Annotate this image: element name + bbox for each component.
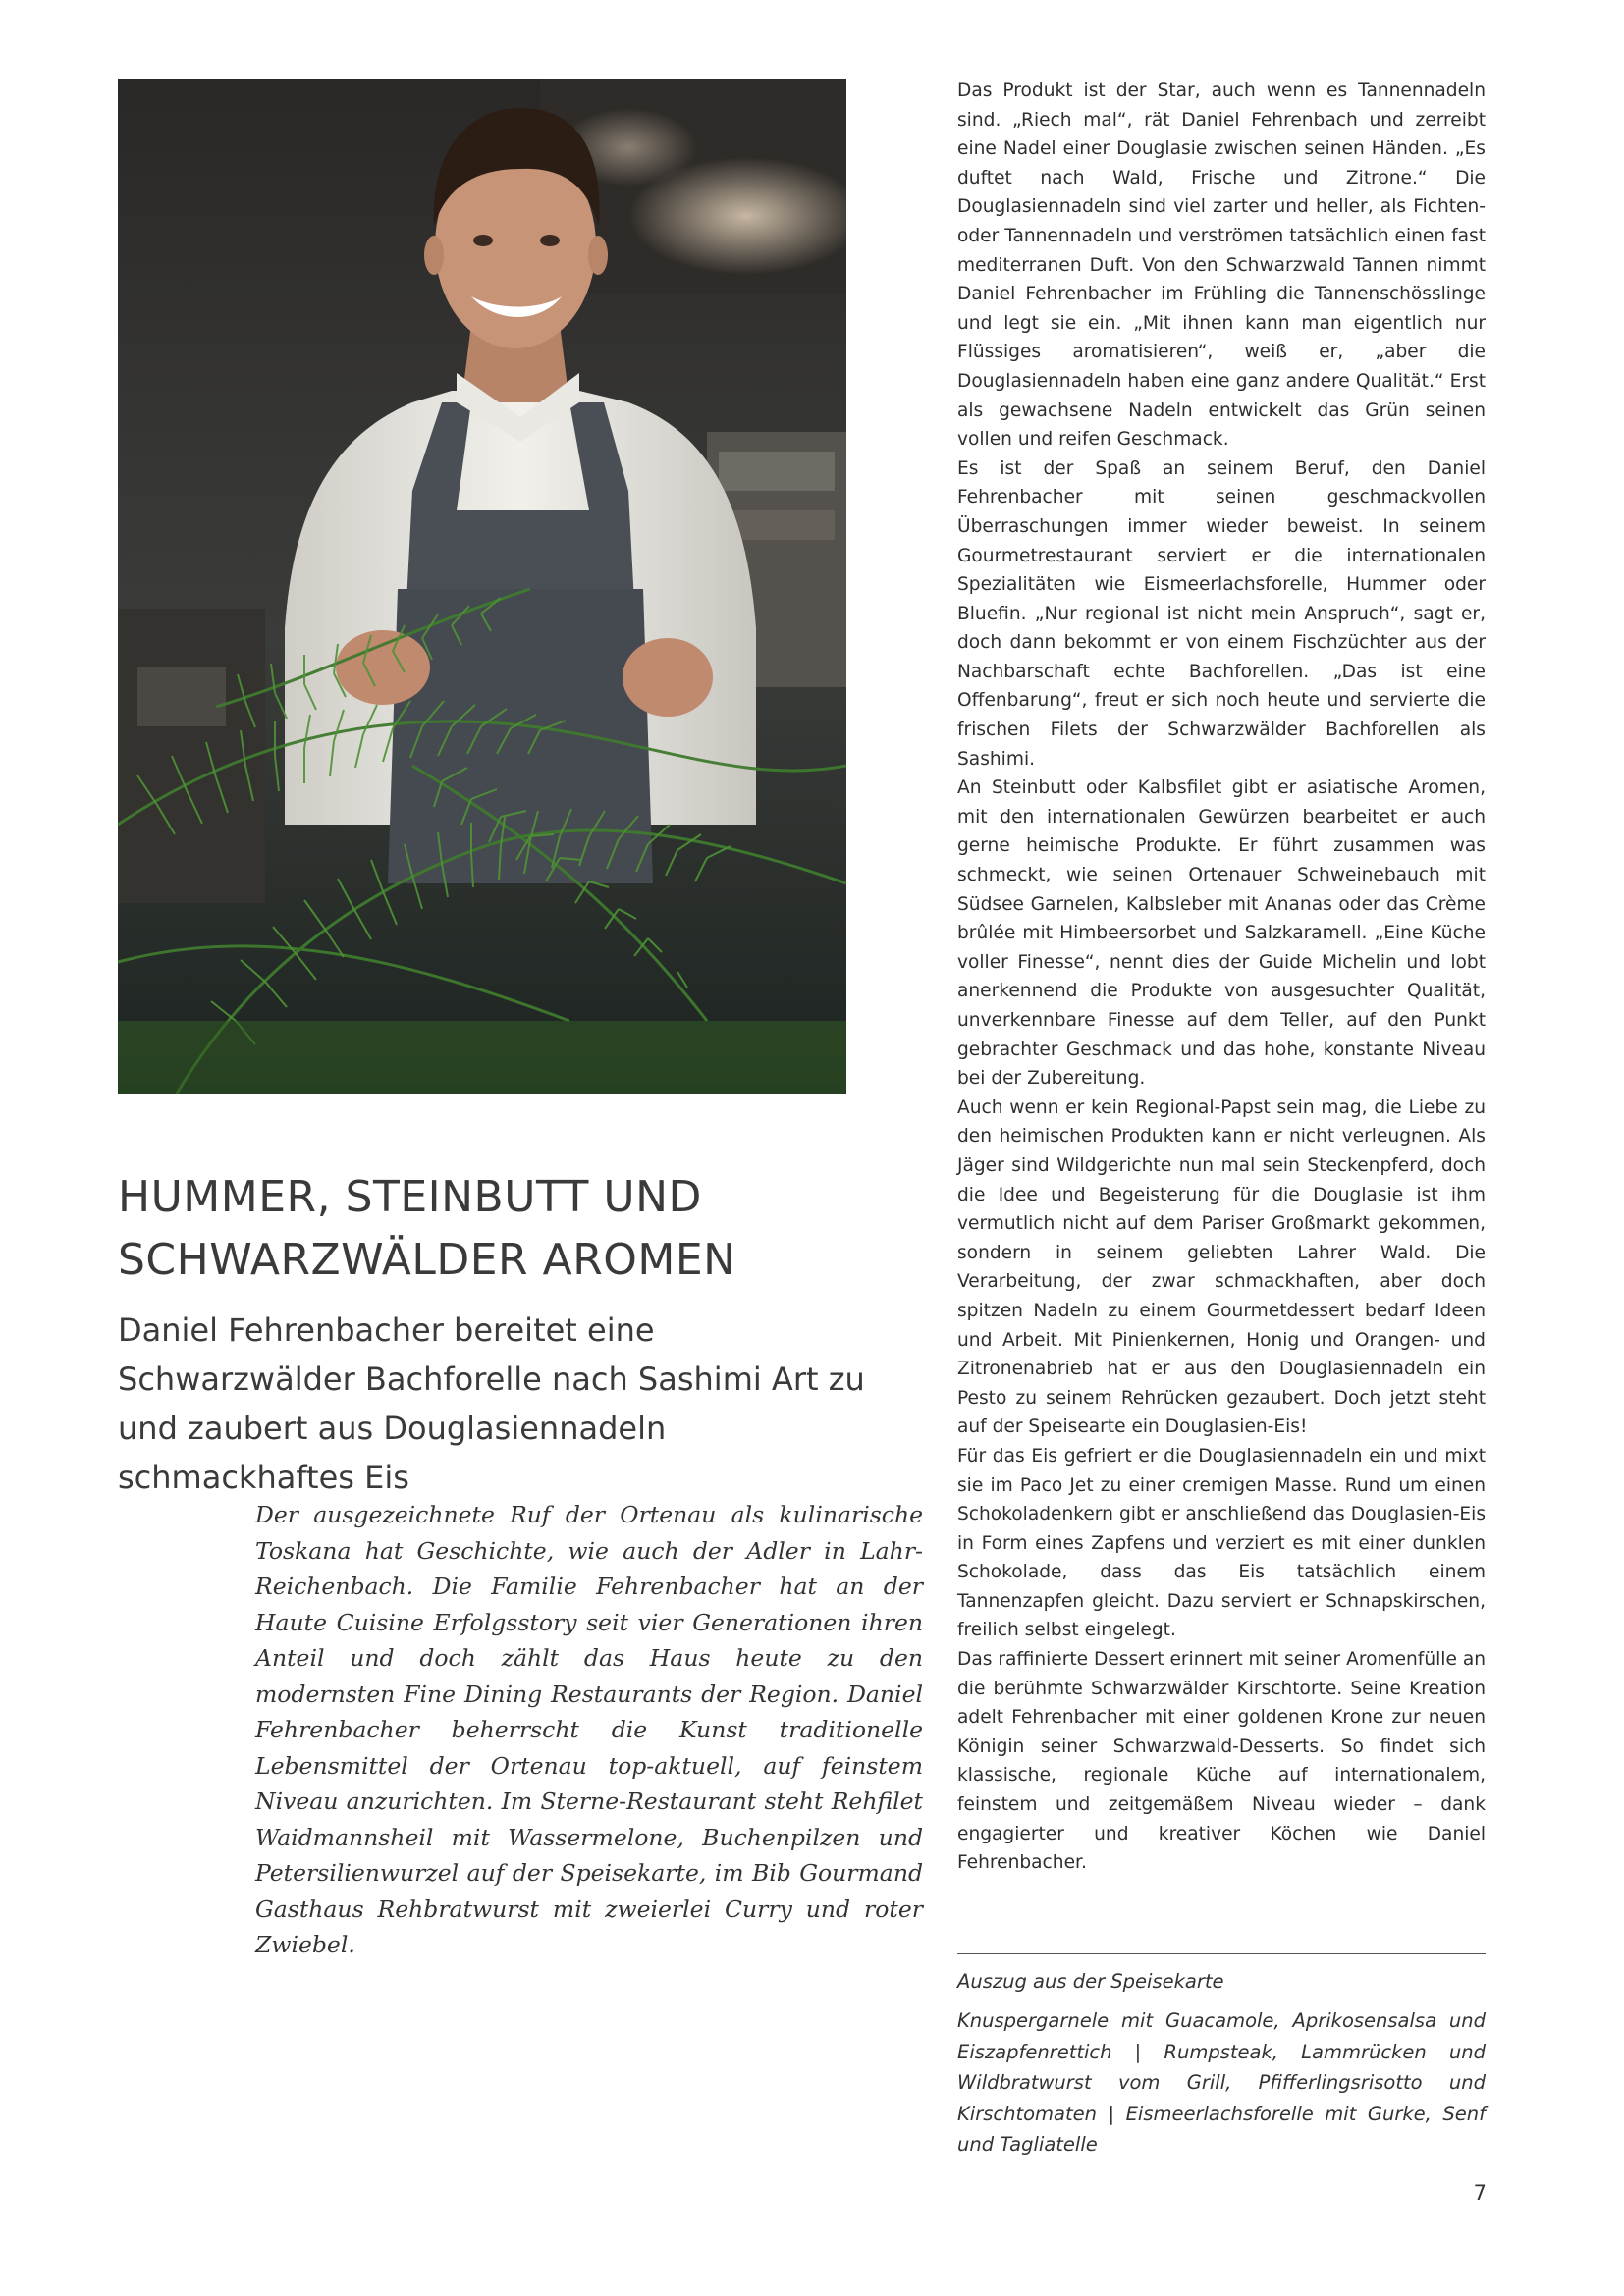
article-body bbox=[957, 77, 1486, 1878]
menu-excerpt-text: Knuspergarnele mit Guacamole, Aprikosensalsa und Eiszapfenrettich | Rumpsteak, Lammrücken und Wildbratwurst vom Grill, Pfifferlingsrisotto und Kirschtomaten | Eismeerlachsforelle mit Gurke, Senf und Tagliatelle bbox=[957, 2009, 1486, 2157]
chef-photo bbox=[118, 79, 846, 1094]
article-lead: Der ausgezeichnete Ruf der Ortenau als kulinarische Toskana hat Geschichte, wie auch der Adler in Lahr-Reichenbach. Die Familie Fehrenbacher hat an der Haute Cuisine Erfolgsstory seit vier Generationen ihren Anteil und doch zählt das Haus heute zu den modernsten Fine Dining Restaurants der Region. Daniel Fehrenbacher beherrscht die Kunst traditionelle Lebensmittel der Ortenau top-aktuell, auf feinstem Niveau anzurichten. Im Sterne-Restaurant steht Rehfilet Waidmannsheil mit Wassermelone, Buchenpilzen und Petersilienwurzel auf der Speisekarte, im Bib Gourmand Gasthaus Rehbratwurst mit zweierlei Curry und roter Zwiebel. bbox=[255, 1501, 923, 1958]
chef-with-fir-branches-icon bbox=[118, 79, 846, 1094]
article-headline bbox=[118, 1166, 864, 1292]
headline-line-1: HUMMER, STEINBUTT UND bbox=[118, 1172, 702, 1222]
menu-excerpt-heading: Auszug aus der Speisekarte bbox=[957, 1970, 1224, 1993]
body-paragraph: Für das Eis gefriert er die Douglasiennadeln ein und mixt sie im Paco Jet zu einer cremigen Masse. Rund um einen Schokoladenkern gibt er anschließend das Douglasien-Eis in Form eines Zapfens und verziert es mit einer dunklen Schokolade, dass das Eis tatsächlich einem Tannenzapfen gleicht. Dazu serviert er Schnapskirschen, freilich selbst eingelegt. bbox=[957, 1445, 1486, 1641]
page-number: 7 bbox=[1473, 2181, 1487, 2205]
menu-divider bbox=[957, 1953, 1486, 1954]
body-paragraph: Das Produkt ist der Star, auch wenn es Tannennadeln sind. „Riech mal“, rät Daniel Fehrenbach und zerreibt eine Nadel einer Douglasie zwischen seinen Händen. „Es duftet nach Wald, Frische und Zitrone.“ Die Douglasiennadeln sind viel zarter und heller, als Fichten- oder Tannennadeln und verströmen tatsächlich einen fast mediterranen Duft. Von den Schwarzwald Tannen nimmt Daniel Fehrenbacher im Frühling die Tannenschösslinge und legt sie ein. „Mit ihnen kann man eigentlich nur Flüssiges aromatisieren“, weiß er, „aber die Douglasiennadeln haben eine ganz andere Qualität.“ Erst als gewachsene Nadeln entwickelt das Grün seinen vollen und reifen Geschmack. bbox=[957, 80, 1486, 451]
body-paragraph: Auch wenn er kein Regional-Papst sein mag, die Liebe zu den heimischen Produkten kann er nicht verleugnen. Als Jäger sind Wildgerichte nun mal sein Steckenpferd, doch die Idee und Begeisterung für die Douglasie ist ihm vermutlich nicht auf dem Pariser Großmarkt gekommen, sondern in seinem geliebten Lahrer Wald. Die Verarbeitung, der zwar schmackhaften, aber doch spitzen Nadeln zu einem Gourmetdessert bedarf Ideen und Arbeit. Mit Pinienkernen, Honig und Orangen- und Zitronenabrieb hat er aus den Douglasiennadeln ein Pesto zu seinem Rehrücken gezaubert. Doch jetzt steht auf der Speisearte ein Douglasien-Eis! bbox=[957, 1096, 1486, 1438]
body-paragraph: Das raffinierte Dessert erinnert mit seiner Aromenfülle an die berühmte Schwarzwälder Kirschtorte. Seine Kreation adelt Fehrenbacher mit einer goldenen Krone zur neuen Königin seiner Schwarzwald-Desserts. So findet sich klassische, regionale Küche auf internationalem, feinstem und zeitgemäßem Niveau wieder – dank engagierter und kreativer Köchen wie Daniel Fehrenbacher. bbox=[957, 1649, 1486, 1874]
body-paragraph: An Steinbutt oder Kalbsfilet gibt er asiatische Aromen, mit den internationalen Gewürzen bearbeitet er auch gerne heimische Produkte. Er führt zusammen was schmeckt, wie seinen Ortenauer Schweinebauch mit Südsee Garnelen, Kalbsleber mit Ananas oder das Crème brûlée mit Himbeersorbet und Salzkaramell. „Eine Küche voller Finesse“, nennt dies der Guide Michelin und lobt anerkennend die Produkte von ausgesuchter Qualität, unverkennbare Finesse auf dem Teller, auf den Punkt gebrachter Geschmack und das hohe, konstante Niveau bei der Zubereitung. bbox=[957, 777, 1486, 1090]
article-subhead: Daniel Fehrenbacher bereitet eine Schwarzwälder Bachforelle nach Sashimi Art zu und zaubert aus Douglasiennadeln schmackhaftes Eis bbox=[118, 1311, 865, 1496]
headline-line-2: SCHWARZWÄLDER AROMEN bbox=[118, 1235, 736, 1285]
body-paragraph: Es ist der Spaß an seinem Beruf, den Daniel Fehrenbacher mit seinen geschmackvollen Überraschungen immer wieder beweist. In seinem Gourmetrestaurant serviert er die internationalen Spezialitäten wie Eismeerlachsforelle, Hummer oder Bluefin. „Nur regional ist nicht mein Anspruch“, sagt er, doch dann bekommt er von einem Fischzüchter aus der Nachbarschaft echte Bachforellen. „Das ist eine Offenbarung“, freut er sich noch heute und servierte die frischen Filets der Schwarzwälder Bachforellen als Sashimi. bbox=[957, 457, 1486, 770]
